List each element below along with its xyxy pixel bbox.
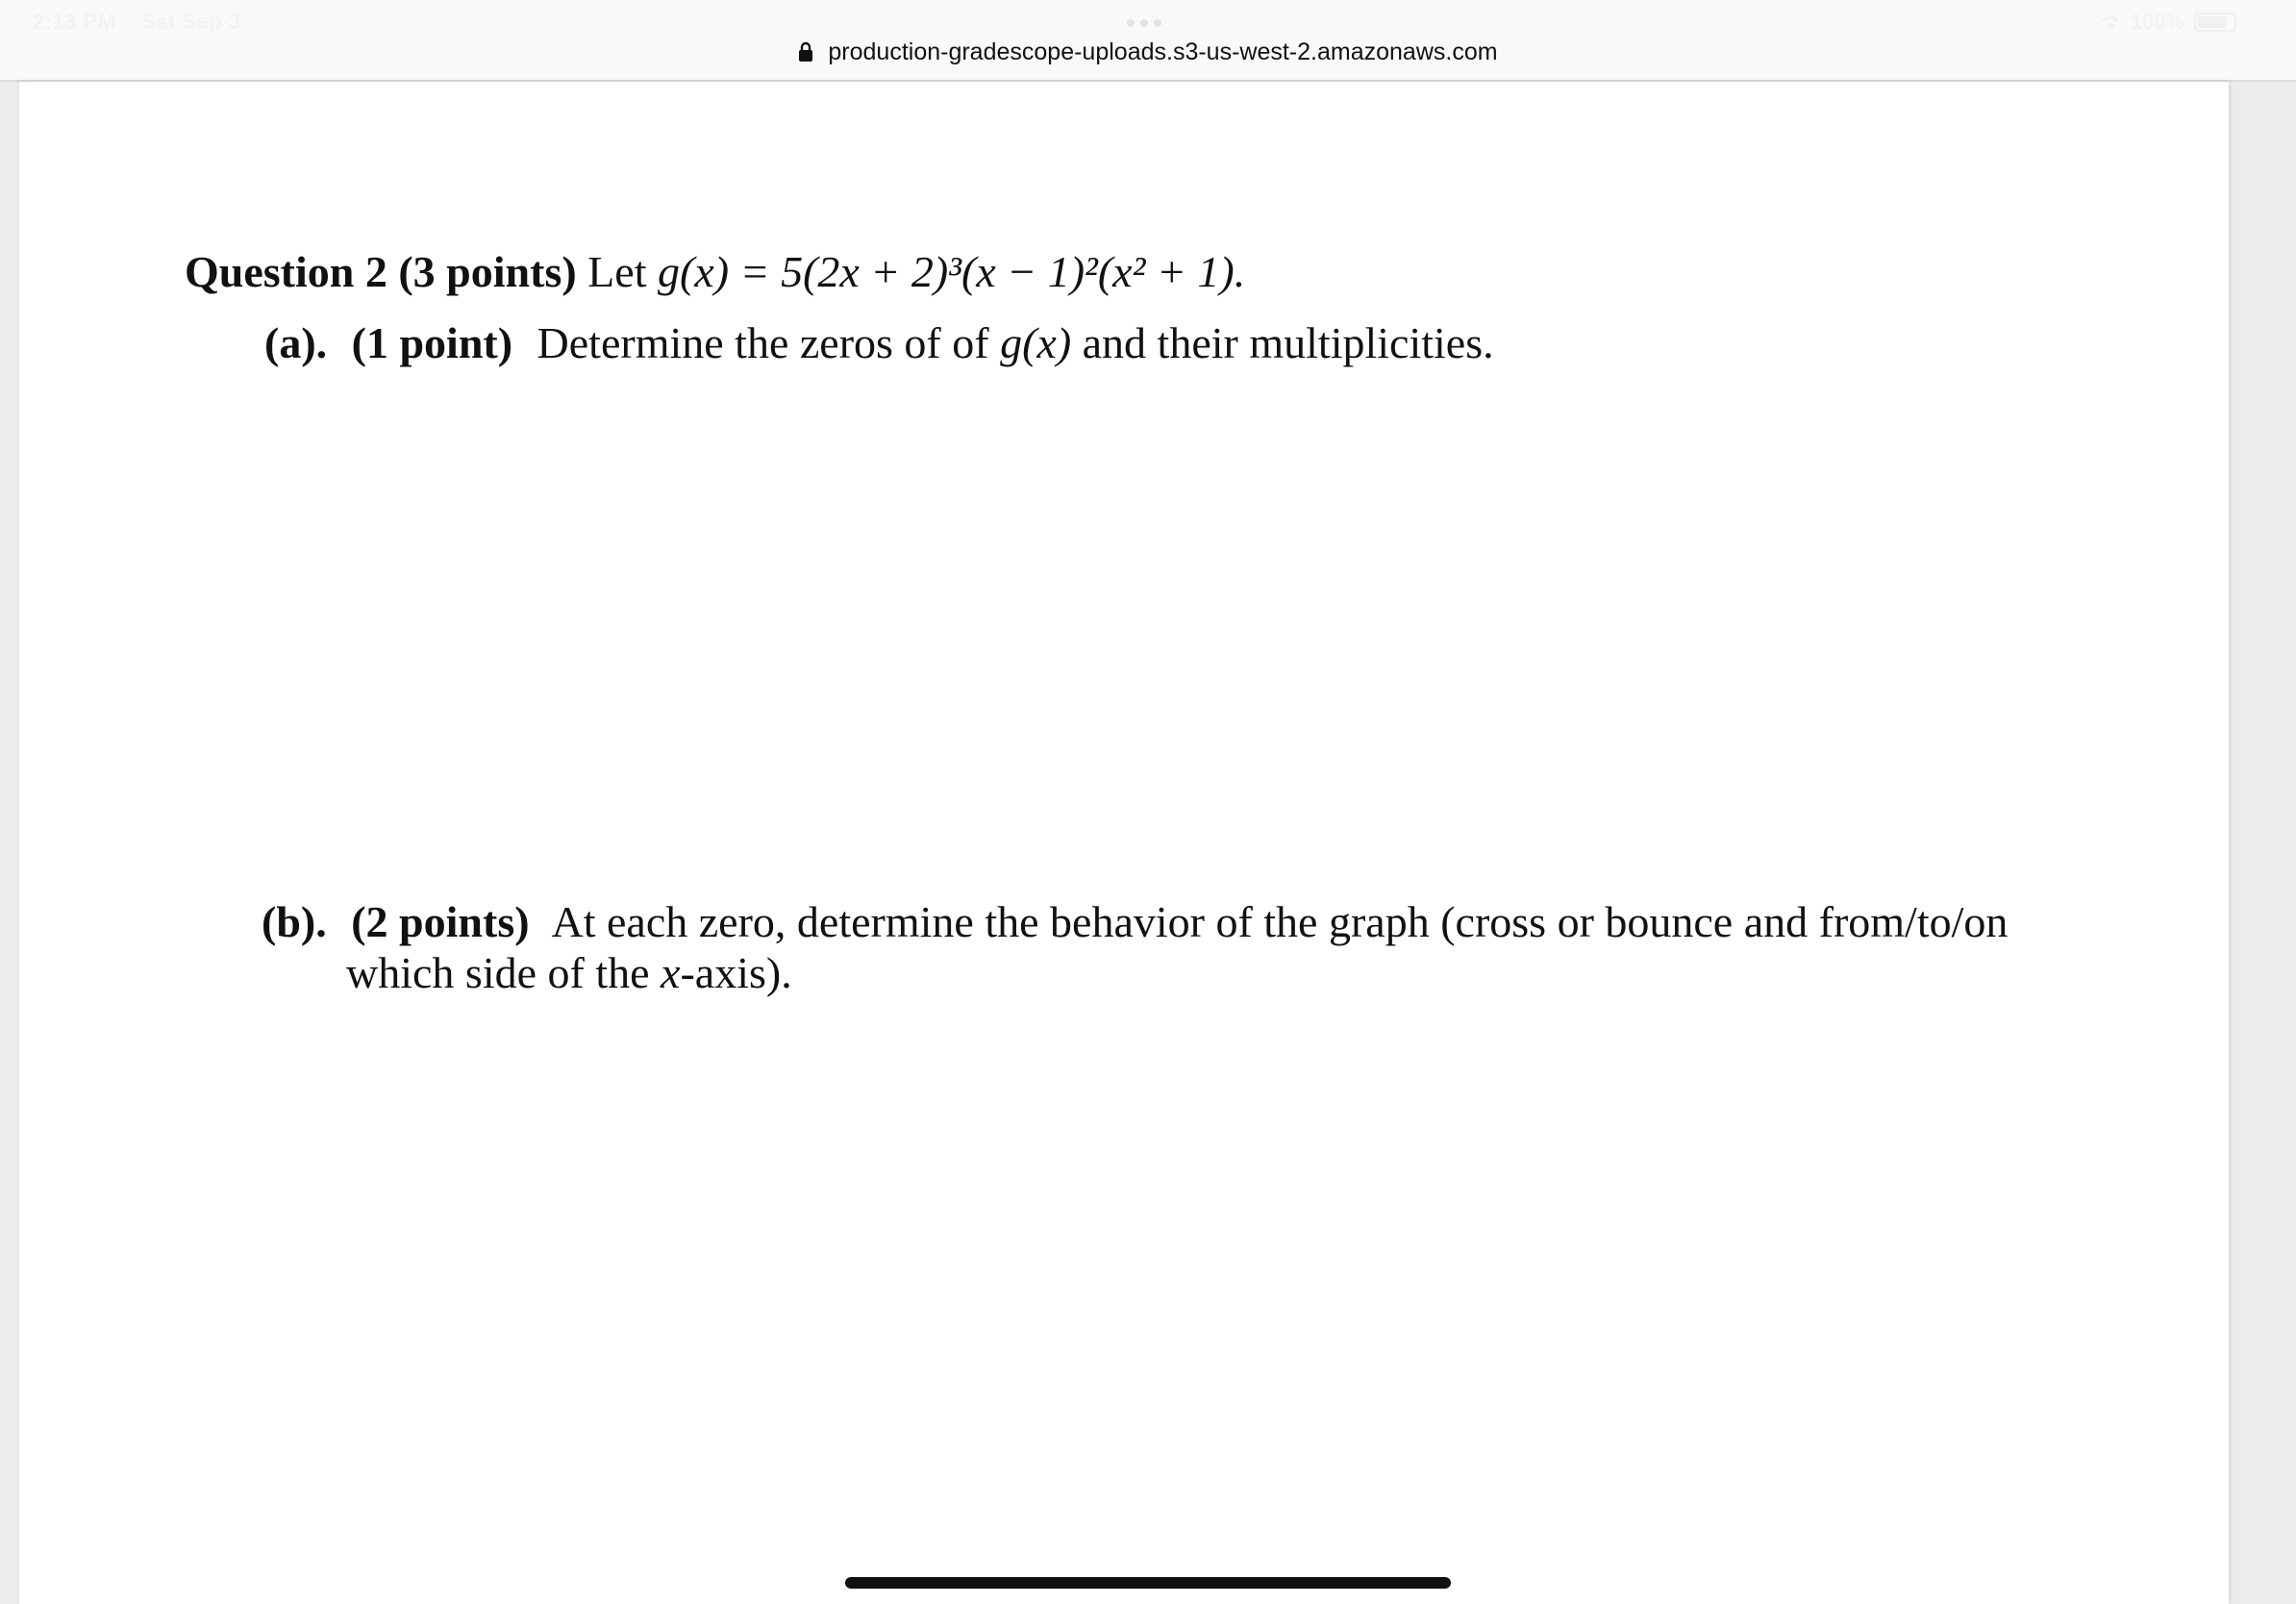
pdf-page — [19, 82, 2229, 1604]
url-text: production-gradescope-uploads.s3-us-west-2.amazonaws.com — [828, 38, 1498, 65]
part-b-line1: At each zero, determine the behavior of the graph (cross or bounce and from/to/on — [551, 897, 2009, 946]
part-b — [262, 896, 2008, 947]
part-b-var: x — [661, 948, 681, 997]
home-indicator[interactable] — [845, 1577, 1451, 1589]
question-label: Question 2 (3 points) — [185, 247, 577, 296]
part-a-func: g(x) — [1000, 318, 1072, 367]
status-time: 2:13 PM — [33, 10, 116, 34]
status-date: Sat Sep 3 — [141, 10, 241, 34]
battery-icon — [2194, 13, 2236, 32]
part-a-points: (1 point) — [351, 318, 513, 367]
browser-top-bar — [0, 0, 2296, 82]
page-gutter-right — [2229, 82, 2296, 1604]
lock-icon — [798, 41, 813, 63]
question-intro: Let — [587, 247, 647, 296]
part-b-label: (b). — [262, 897, 327, 946]
wifi-icon — [2100, 13, 2121, 31]
part-b-line2 — [346, 947, 792, 998]
address-bar[interactable] — [0, 35, 2296, 69]
status-time-date — [33, 10, 241, 35]
question-formula: g(x) = 5(2x + 2)³(x − 1)²(x² + 1). — [657, 247, 1246, 296]
battery-percent: 100% — [2130, 10, 2184, 34]
part-b-line2-before: which side of the — [346, 948, 650, 997]
question-heading — [185, 246, 1245, 297]
part-a-text-before: Determine the zeros of of — [537, 318, 989, 367]
part-b-points: (2 points) — [351, 897, 530, 946]
part-a-text-after: and their multiplicities. — [1082, 318, 1494, 367]
part-b-line2-after: -axis). — [680, 948, 792, 997]
status-right — [2100, 10, 2236, 35]
part-a — [264, 317, 1494, 368]
multitasking-menu-icon[interactable] — [1127, 19, 1161, 27]
page-gutter-left — [0, 82, 19, 1604]
part-a-label: (a). — [264, 318, 328, 367]
